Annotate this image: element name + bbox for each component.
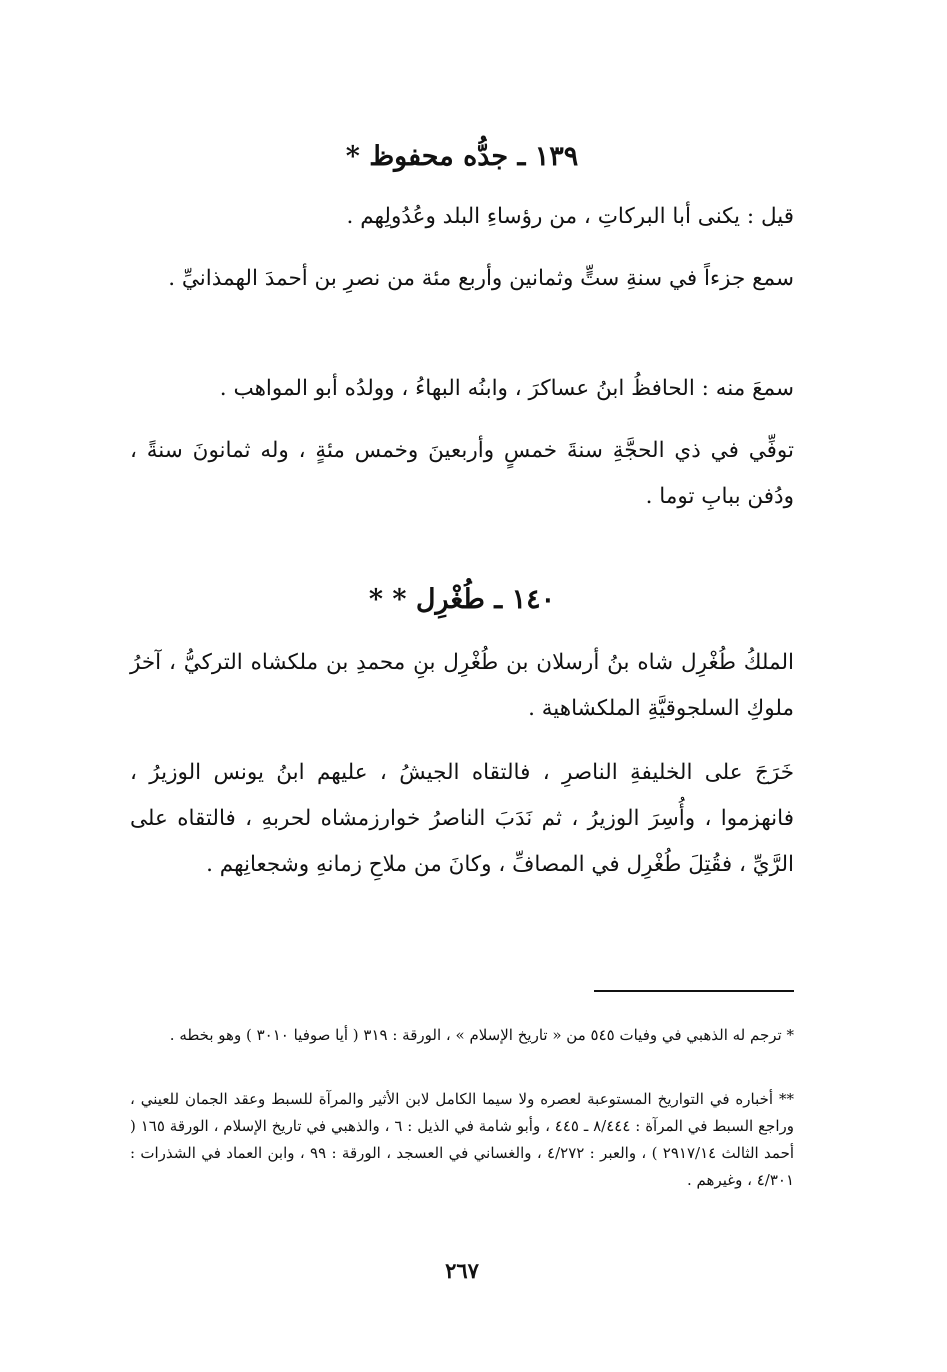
footnote-2: ** أخباره في التواريخ المستوعبة لعصره ولا سيما الكامل لابن الأثير والمرآة للسبط وعقد الجمان للعيني ، وراجع السبط في المرآة : ٨/٤٤٤ ـ ٤٤٥ ، وأبو شامة في الذيل : ٦ ، والذهبي في تاريخ الإسلام ، الورقة ١٦٥ ( أحمد الثالث ٢٩١٧/١٤ ) ، والعبر : ٤/٢٧٢ ، والغساني في العسجد ، الورقة : ٩٩ ، وابن العماد في الشذرات : ٤/٣٠١ ، وغيرهم .: [130, 1090, 795, 1189]
page-number: ٢٦٧: [445, 1258, 479, 1283]
entry-139-paragraph-3: سمعَ منه : الحافظُ ابنُ عساكرَ ، وابنُه البهاءُ ، وولدُه أبو المواهب .: [219, 376, 794, 401]
entry-140-paragraph-2: خَرَجَ على الخليفةِ الناصرِ ، فالتقاه الجيشُ ، عليهم ابنُ يونس الوزيرُ ، فانهزموا ، وأُسِرَ الوزيرُ ، ثم نَدَبَ الناصرُ خوارزمشاه لحربهِ ، فالتقاه على الرَّيِّ ، فقُتِلَ طُغْرِل في المصافِّ ، وكانَ من ملاحِ زمانهِ وشجعانِهم .: [130, 760, 794, 877]
entry-140-heading: ١٤٠ ـ طُغْرِل * *: [368, 584, 556, 615]
entry-140-paragraph-1: الملكُ طُغْرِل شاه بنُ أرسلان بن طُغْرِل بنِ محمدِ بن ملكشاه التركيُّ ، آخرُ ملوكِ السلجوقيَّةِ الملكشاهية .: [130, 650, 794, 721]
entry-139-paragraph-2: سمع جزءاً في سنةِ ستٍّ وثمانين وأربع مئة من نصرِ بن أحمدَ الهمذانيِّ .: [168, 266, 794, 291]
entry-139-paragraph-1: قيل : يكنى أبا البركاتِ ، من رؤساءِ البلد وعُدُولِهم .: [346, 204, 794, 229]
entry-139-heading: ١٣٩ ـ جدُّه محفوظ *: [345, 141, 579, 172]
entry-139-paragraph-4: توفِّي في ذي الحجَّةِ سنةَ خمسٍ وأربعينَ وخمس مئةٍ ، وله ثمانونَ سنةً ، ودُفن ببابِ توما .: [130, 438, 794, 509]
footnote-1: * ترجم له الذهبي في وفيات ٥٤٥ من « تاريخ الإسلام » ، الورقة : ٣١٩ ( أيا صوفيا ٣٠١٠ ) وهو بخطه .: [169, 1026, 794, 1044]
footnote-separator-rule: [594, 990, 794, 992]
